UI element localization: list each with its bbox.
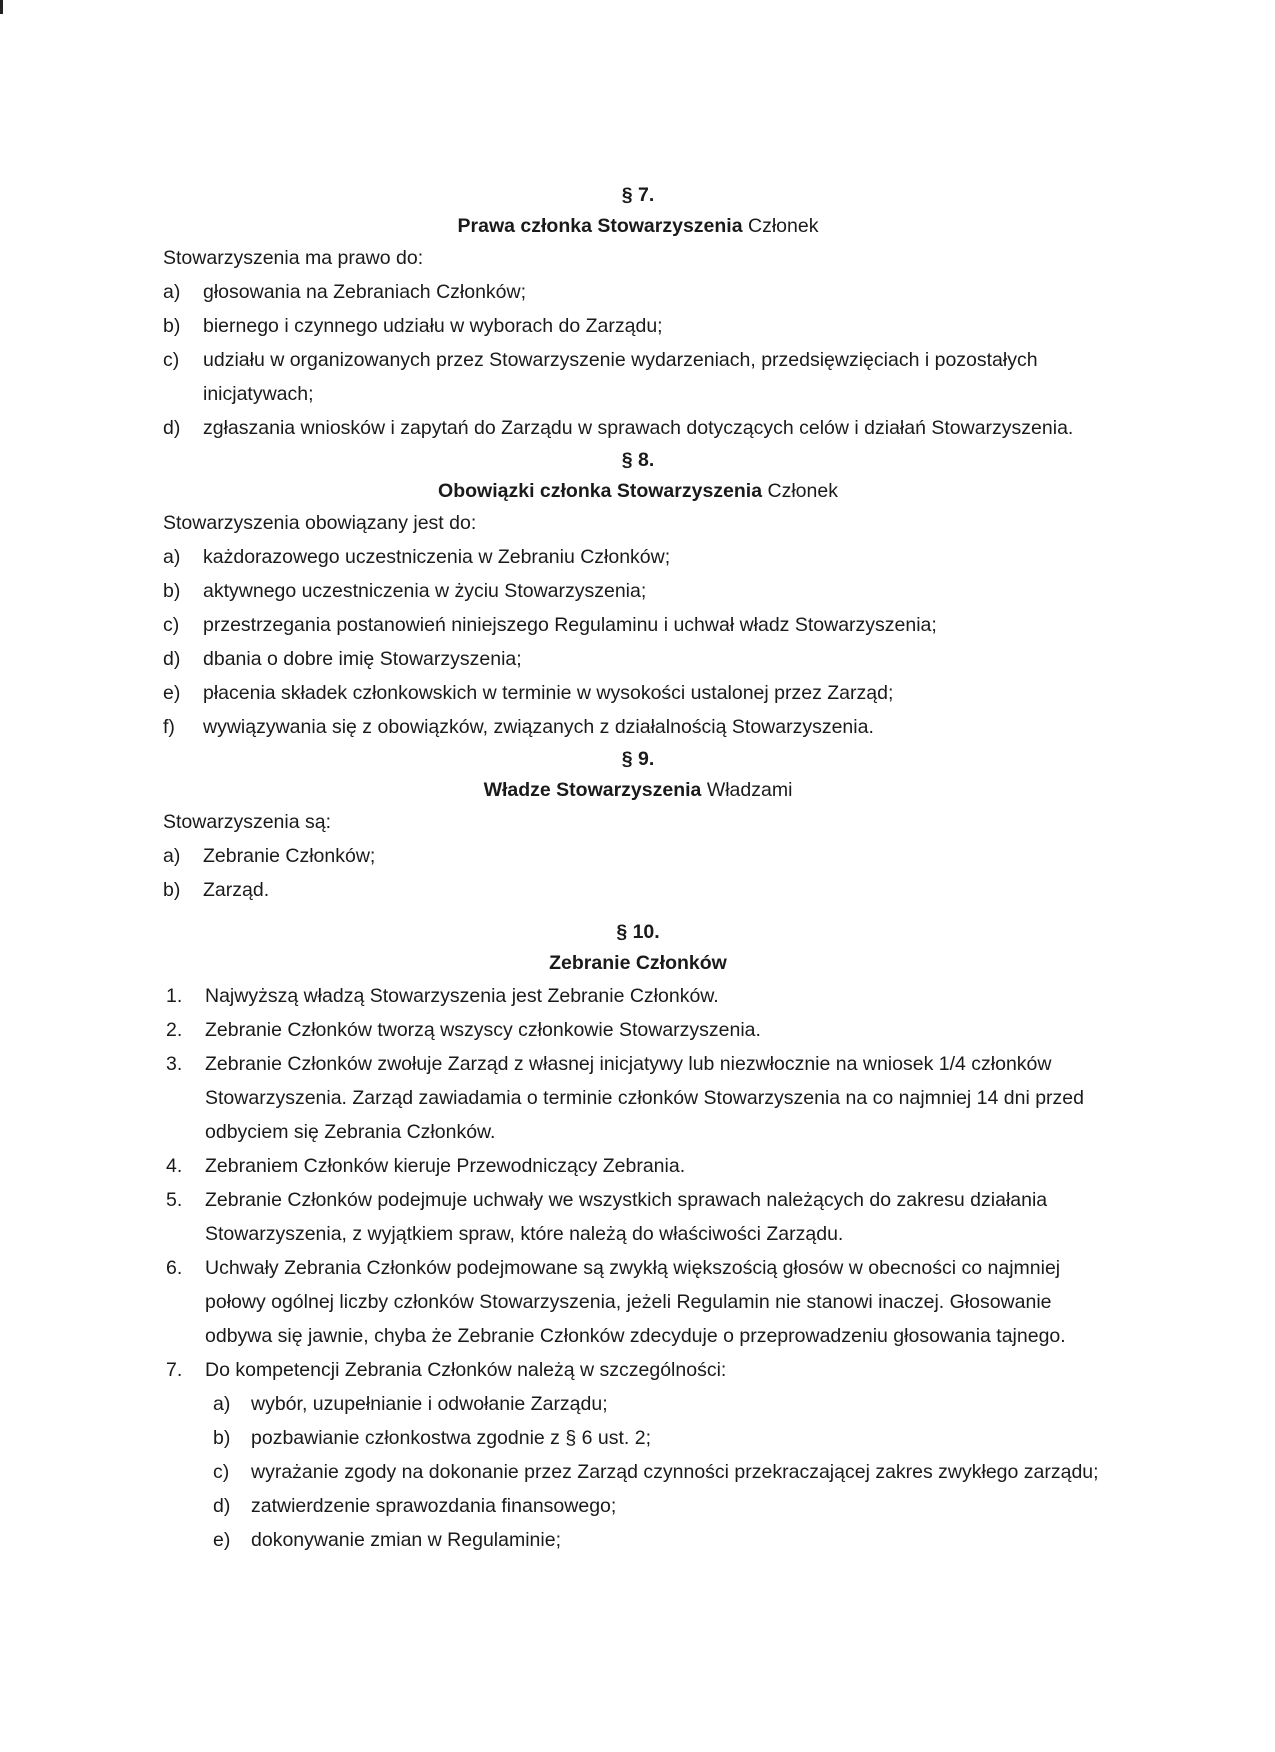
list-marker: 2. xyxy=(166,1019,183,1041)
list-item xyxy=(163,642,1113,676)
list-item xyxy=(163,343,1113,411)
section-intro: Stowarzyszenia obowiązany jest do: xyxy=(163,512,477,534)
list-marker: d) xyxy=(163,648,181,670)
list-text: wywiązywania się z obowiązków, związanych z działalnością Stowarzyszenia. xyxy=(203,716,874,738)
list-text: pozbawianie członkostwa zgodnie z § 6 ust. 2; xyxy=(251,1427,651,1449)
section-8 xyxy=(163,445,1113,744)
list-item xyxy=(163,1013,1113,1047)
list-marker: a) xyxy=(163,845,181,867)
list-marker: c) xyxy=(163,614,180,636)
list-text: Uchwały Zebrania Członków podejmowane są zwykłą większością głosów w obecności co najmniej połowy ogólnej liczby członków Stowarzyszenia, jeżeli Regulamin nie stanowi inaczej. Głosowanie odbywa się jawnie, chyba że Zebranie Członków zdecyduje o przeprowadzeniu głosowania tajnego. xyxy=(205,1257,1066,1347)
list-item xyxy=(163,839,1113,873)
list-item xyxy=(163,979,1113,1013)
list-marker: d) xyxy=(163,417,181,439)
list-item xyxy=(163,676,1113,710)
list-text: zatwierdzenie sprawozdania finansowego; xyxy=(251,1495,617,1517)
document-page xyxy=(163,180,1113,1557)
scan-edge-mark xyxy=(0,0,3,14)
list-marker: 1. xyxy=(166,985,183,1007)
section-title: Prawa członka Stowarzyszenia xyxy=(457,215,743,237)
list-text: Zebraniem Członków kieruje Przewodniczący Zebrania. xyxy=(205,1155,686,1177)
sub-list xyxy=(213,1387,1113,1557)
sub-list-item xyxy=(213,1387,1113,1421)
list-marker: b) xyxy=(163,580,181,602)
list-marker: 6. xyxy=(166,1257,183,1279)
section-title-tail: Członek xyxy=(748,215,819,237)
list-text: biernego i czynnego udziału w wyborach do Zarządu; xyxy=(203,315,663,337)
list-item xyxy=(163,873,1113,907)
list-text: zgłaszania wniosków i zapytań do Zarządu w sprawach dotyczących celów i działań Stowarzyszenia. xyxy=(203,417,1074,439)
section-heading xyxy=(163,775,1113,806)
list-text: Zebranie Członków podejmuje uchwały we wszystkich sprawach należących do zakresu działania Stowarzyszenia, z wyjątkiem spraw, które należą do właściwości Zarządu. xyxy=(205,1189,1048,1245)
list-text: dbania o dobre imię Stowarzyszenia; xyxy=(203,648,522,670)
list-text: Zebranie Członków; xyxy=(203,845,376,867)
list-marker: e) xyxy=(213,1529,231,1551)
list-marker: c) xyxy=(163,349,180,371)
list-marker: c) xyxy=(213,1461,230,1483)
list-item xyxy=(163,1353,1113,1387)
list-text: Najwyższą władzą Stowarzyszenia jest Zebranie Członków. xyxy=(205,985,719,1007)
list-marker: 3. xyxy=(166,1053,183,1075)
section-7 xyxy=(163,180,1113,445)
list-marker: f) xyxy=(163,716,175,738)
section-title: Władze Stowarzyszenia xyxy=(483,779,702,801)
section-number: § 8. xyxy=(621,449,655,471)
section-title: Zebranie Członków xyxy=(549,952,727,974)
list-item xyxy=(163,1149,1113,1183)
sub-list-item xyxy=(213,1455,1113,1489)
list-text: aktywnego uczestniczenia w życiu Stowarzyszenia; xyxy=(203,580,647,602)
section-number: § 7. xyxy=(621,184,655,206)
list-text: wyrażanie zgody na dokonanie przez Zarząd czynności przekraczającej zakres zwykłego zarządu; xyxy=(251,1461,1099,1483)
list-marker: b) xyxy=(163,879,181,901)
section-number: § 9. xyxy=(621,748,655,770)
list-item xyxy=(163,710,1113,744)
list-item xyxy=(163,574,1113,608)
list-text: Do kompetencji Zebrania Członków należą w szczególności: xyxy=(205,1359,727,1381)
section-title-tail: Członek xyxy=(767,480,838,502)
section-intro: Stowarzyszenia są: xyxy=(163,811,331,833)
list-text: wybór, uzupełnianie i odwołanie Zarządu; xyxy=(251,1393,608,1415)
list-marker: a) xyxy=(163,281,181,303)
list-item xyxy=(163,540,1113,574)
list-item xyxy=(163,411,1113,445)
list-marker: a) xyxy=(213,1393,231,1415)
sub-list-item xyxy=(213,1523,1113,1557)
section-title-tail: Władzami xyxy=(706,779,793,801)
list-marker: a) xyxy=(163,546,181,568)
sub-list-item xyxy=(213,1489,1113,1523)
section-number: § 10. xyxy=(616,921,660,943)
list-text: przestrzegania postanowień niniejszego Regulaminu i uchwał władz Stowarzyszenia; xyxy=(203,614,937,636)
list-marker: 4. xyxy=(166,1155,183,1177)
section-10 xyxy=(163,917,1113,1557)
section-intro: Stowarzyszenia ma prawo do: xyxy=(163,247,424,269)
list-item xyxy=(163,1183,1113,1251)
section-heading xyxy=(163,476,1113,507)
section-title: Obowiązki członka Stowarzyszenia xyxy=(438,480,763,502)
list-text: dokonywanie zmian w Regulaminie; xyxy=(251,1529,561,1551)
list-text: Zarząd. xyxy=(203,879,270,901)
list-text: głosowania na Zebraniach Członków; xyxy=(203,281,527,303)
list-text: udziału w organizowanych przez Stowarzyszenie wydarzeniach, przedsięwzięciach i pozostałych inicjatywach; xyxy=(203,349,1038,405)
sub-list-item xyxy=(213,1421,1113,1455)
list-marker: 5. xyxy=(166,1189,183,1211)
list-item xyxy=(163,309,1113,343)
list-marker: b) xyxy=(163,315,181,337)
list-marker: 7. xyxy=(166,1359,183,1381)
list-marker: e) xyxy=(163,682,181,704)
list-text: Zebranie Członków zwołuje Zarząd z własnej inicjatywy lub niezwłocznie na wniosek 1/4 członków Stowarzyszenia. Zarząd zawiadamia o terminie członków Stowarzyszenia na co najmniej 14 dni przed odbyciem się Zebrania Członków. xyxy=(205,1053,1084,1143)
section-heading xyxy=(163,211,1113,242)
list-item xyxy=(163,275,1113,309)
list-item xyxy=(163,1251,1113,1353)
list-text: każdorazowego uczestniczenia w Zebraniu Członków; xyxy=(203,546,671,568)
list-item xyxy=(163,608,1113,642)
list-marker: b) xyxy=(213,1427,231,1449)
list-marker: d) xyxy=(213,1495,231,1517)
list-text: płacenia składek członkowskich w terminie w wysokości ustalonej przez Zarząd; xyxy=(203,682,894,704)
section-9 xyxy=(163,744,1113,907)
list-text: Zebranie Członków tworzą wszyscy członkowie Stowarzyszenia. xyxy=(205,1019,761,1041)
list-item xyxy=(163,1047,1113,1149)
